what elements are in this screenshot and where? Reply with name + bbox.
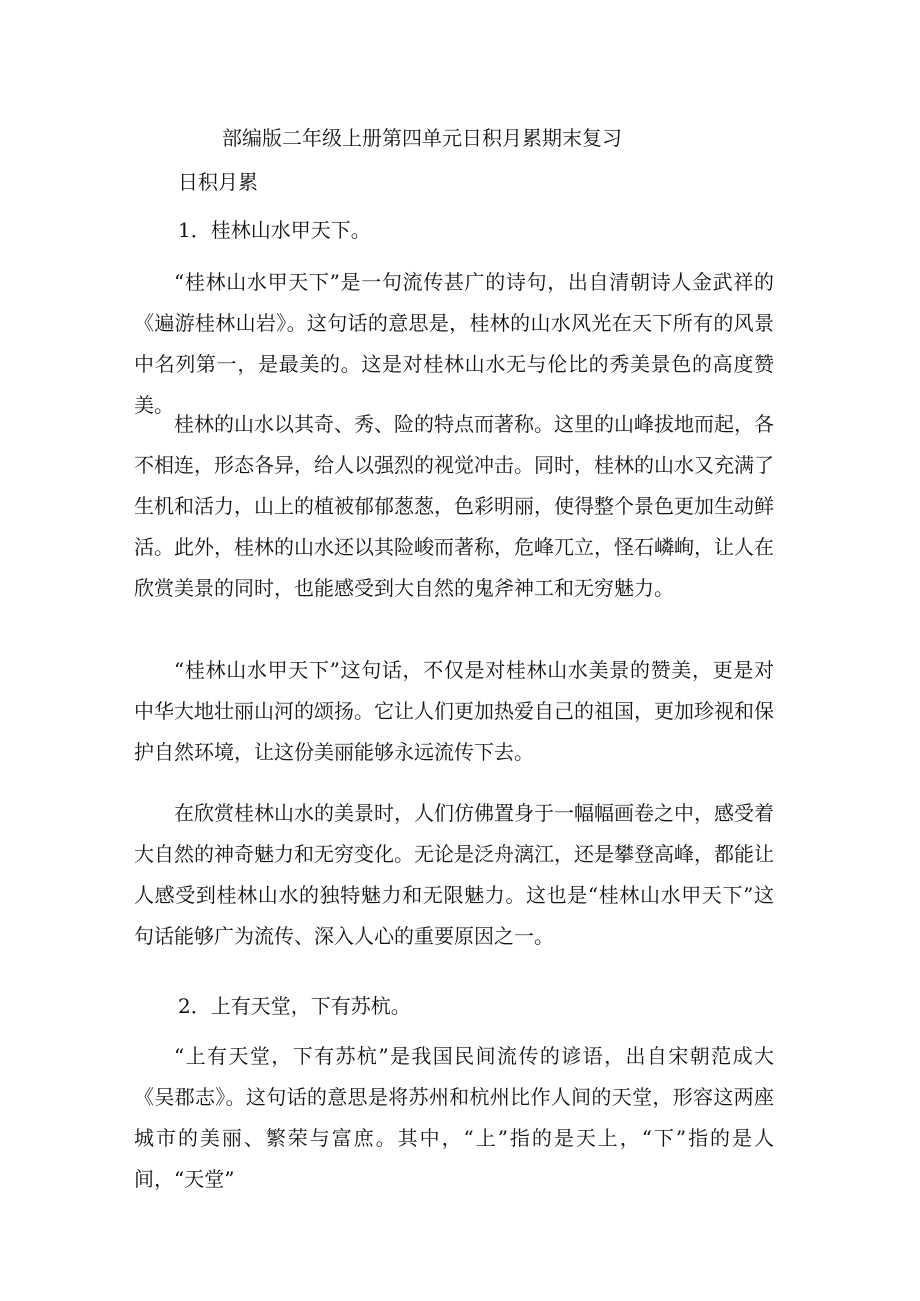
paragraph: 桂林的山水以其奇、秀、险的特点而著称。这里的山峰拔地而起，各不相连，形态各异，给人以强烈的视觉冲击。同时，桂林的山水又充满了生机和活力，山上的植被郁郁葱葱，色彩明丽，使得整个景色更加生动鲜活。此外，桂林的山水还以其险峻而著称，危峰兀立，怪石嶙峋，让人在欣赏美景的同时，也能感受到大自然的鬼斧神工和无穷魅力。 bbox=[134, 412, 774, 600]
document-title: 部编版二年级上册第四单元日积月累期末复习 bbox=[222, 126, 622, 150]
section-heading: 日积月累 bbox=[178, 170, 258, 194]
paragraph: “桂林山水甲天下”是一句流传甚广的诗句，出自清朝诗人金武祥的《遍游桂林山岩》。这句话的意思是，桂林的山水风光在天下所有的风景中名列第一，是最美的。这是对桂林山水无与伦比的秀美景色的高度赞美。 bbox=[134, 270, 774, 417]
paragraph: “桂林山水甲天下”这句话，不仅是对桂林山水美景的赞美，更是对中华大地壮丽山河的颂扬。它让人们更加热爱自己的祖国，更加珍视和保护自然环境，让这份美丽能够永远流传下去。 bbox=[134, 658, 774, 764]
paragraph: “上有天堂，下有苏杭”是我国民间流传的谚语，出自宋朝范成大《吴郡志》。这句话的意思是将苏州和杭州比作人间的天堂，形容这两座城市的美丽、繁荣与富庶。其中，“上”指的是天上，“下”指的是人间，“天堂” bbox=[134, 1044, 774, 1191]
paragraph: 在欣赏桂林山水的美景时，人们仿佛置身于一幅幅画卷之中，感受着大自然的神奇魅力和无穷变化。无论是泛舟漓江，还是攀登高峰，都能让人感受到桂林山水的独特魅力和无限魅力。这也是“桂林山水甲天下”这句话能够广为流传、深入人心的重要原因之一。 bbox=[134, 801, 774, 948]
item-heading-2: 2．上有天堂，下有苏杭。 bbox=[178, 994, 411, 1018]
item-heading-1: 1．桂林山水甲天下。 bbox=[178, 218, 371, 242]
